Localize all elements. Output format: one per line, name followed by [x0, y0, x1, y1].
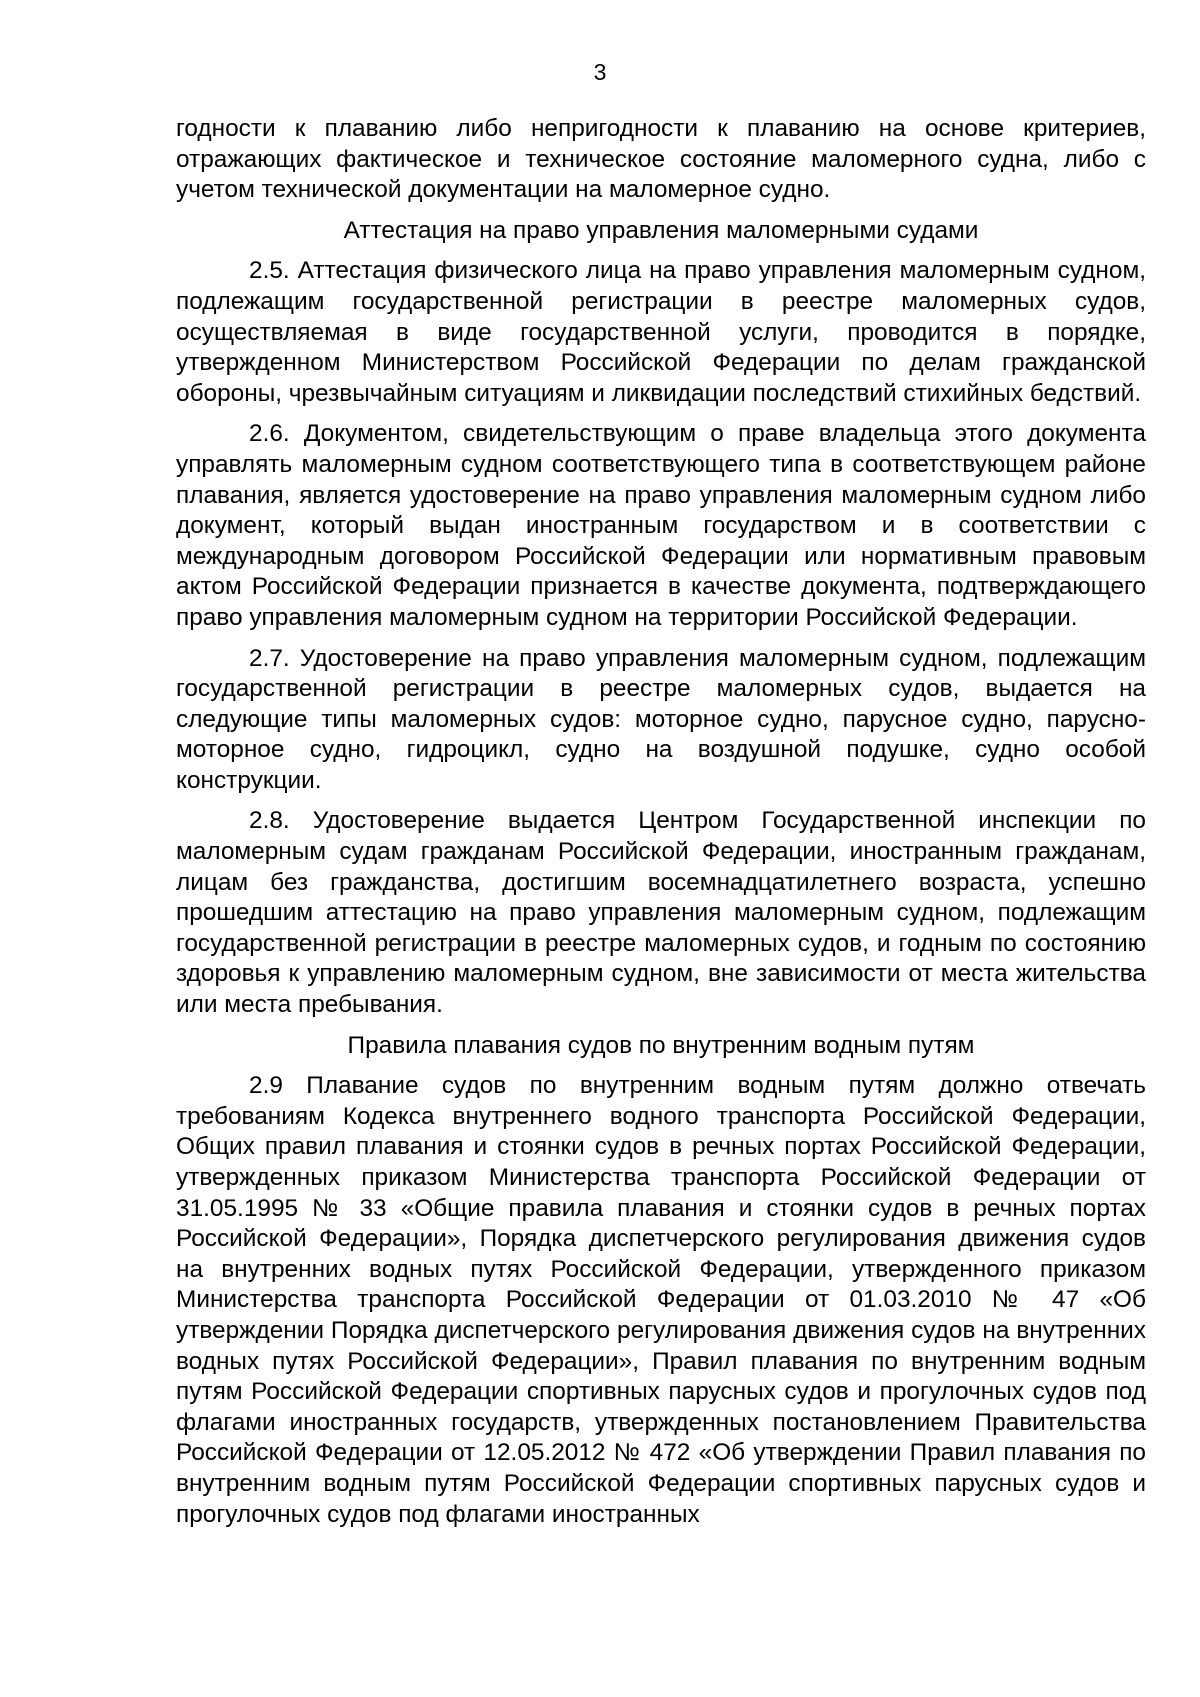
- paragraph-continuation: годности к плаванию либо непригодности к плаванию на основе критериев, отражающих фактическое и техническое состояние маломерного судна, либо с учетом технической документации на маломерное судно.: [176, 115, 1146, 204]
- page-number: 3: [593, 59, 607, 85]
- paragraph-2-9: 2.9 Плавание судов по внутренним водным путям должно отвечать требованиям Кодекса внутреннего водного транспорта Российской Федерации, Общих правил плавания и стоянки судов в речных портах Российской Федерации, утвержденных приказом Министерства транспорта Российской Федерации от 31.05.1995 № 33 «Общие правила плавания и стоянки судов в речных портах Российской Федерации», Порядка диспетчерского регулирования движения судов на внутренних водных путях Российской Федерации, утвержденного приказом Министерства транспорта Российской Федерации от 01.03.2010 № 47 «Об утверждении Порядка диспетчерского регулирования движения судов на внутренних водных путях Российской Федерации», Правил плавания по внутренним водным путям Российской Федерации спортивных парусных судов и прогулочных судов под флагами иностранных государств, утвержденных постановлением Правительства Российской Федерации от 12.05.2012 № 472 «Об утверждении Правил плавания по внутренним водным путям Российской Федерации спортивных парусных судов и прогулочных судов под флагами иностранных: [176, 1072, 1146, 1528]
- paragraph-2-7: 2.7. Удостоверение на право управления маломерным судном, подлежащим государственной регистрации в реестре маломерных судов, выдается на следующие типы маломерных судов: моторное судно, парусное судно, парусно-моторное судно, гидроцикл, судно на воздушной подушке, судно особой конструкции.: [176, 644, 1146, 794]
- paragraph-2-6: 2.6. Документом, свидетельствующим о праве владельца этого документа управлять маломерным судном соответствующего типа в соответствующем районе плавания, является удостоверение на право управления маломерным судном либо документ, который выдан иностранным государством и в соответствии с международным договором Российской Федерации или нормативным правовым актом Российской Федерации признается в качестве документа, подтверждающего право управления маломерным судном на территории Российской Федерации.: [176, 420, 1146, 631]
- paragraph-2-8: 2.8. Удостоверение выдается Центром Государственной инспекции по маломерным судам гражданам Российской Федерации, иностранным гражданам, лицам без гражданства, достигшим восемнадцатилетнего возраста, успешно прошедшим аттестацию на право управления маломерным судном, подлежащим государственной регистрации в реестре маломерных судов, и годным по состоянию здоровья к управлению маломерным судном, вне зависимости от места жительства или места пребывания.: [176, 807, 1146, 1019]
- section-heading-attestation: Аттестация на право управления маломерными судами: [343, 216, 979, 244]
- document-body: [176, 114, 1146, 1530]
- paragraph-2-5: 2.5. Аттестация физического лица на право управления маломерным судном, подлежащим государственной регистрации в реестре маломерных судов, осуществляемая в виде государственной услуги, проводится в порядке, утвержденном Министерством Российской Федерации по делам гражданской обороны, чрезвычайным ситуациям и ликвидации последствий стихийных бедствий.: [176, 257, 1146, 407]
- section-heading-navigation-rules: Правила плавания судов по внутренним водным путям: [347, 1031, 975, 1059]
